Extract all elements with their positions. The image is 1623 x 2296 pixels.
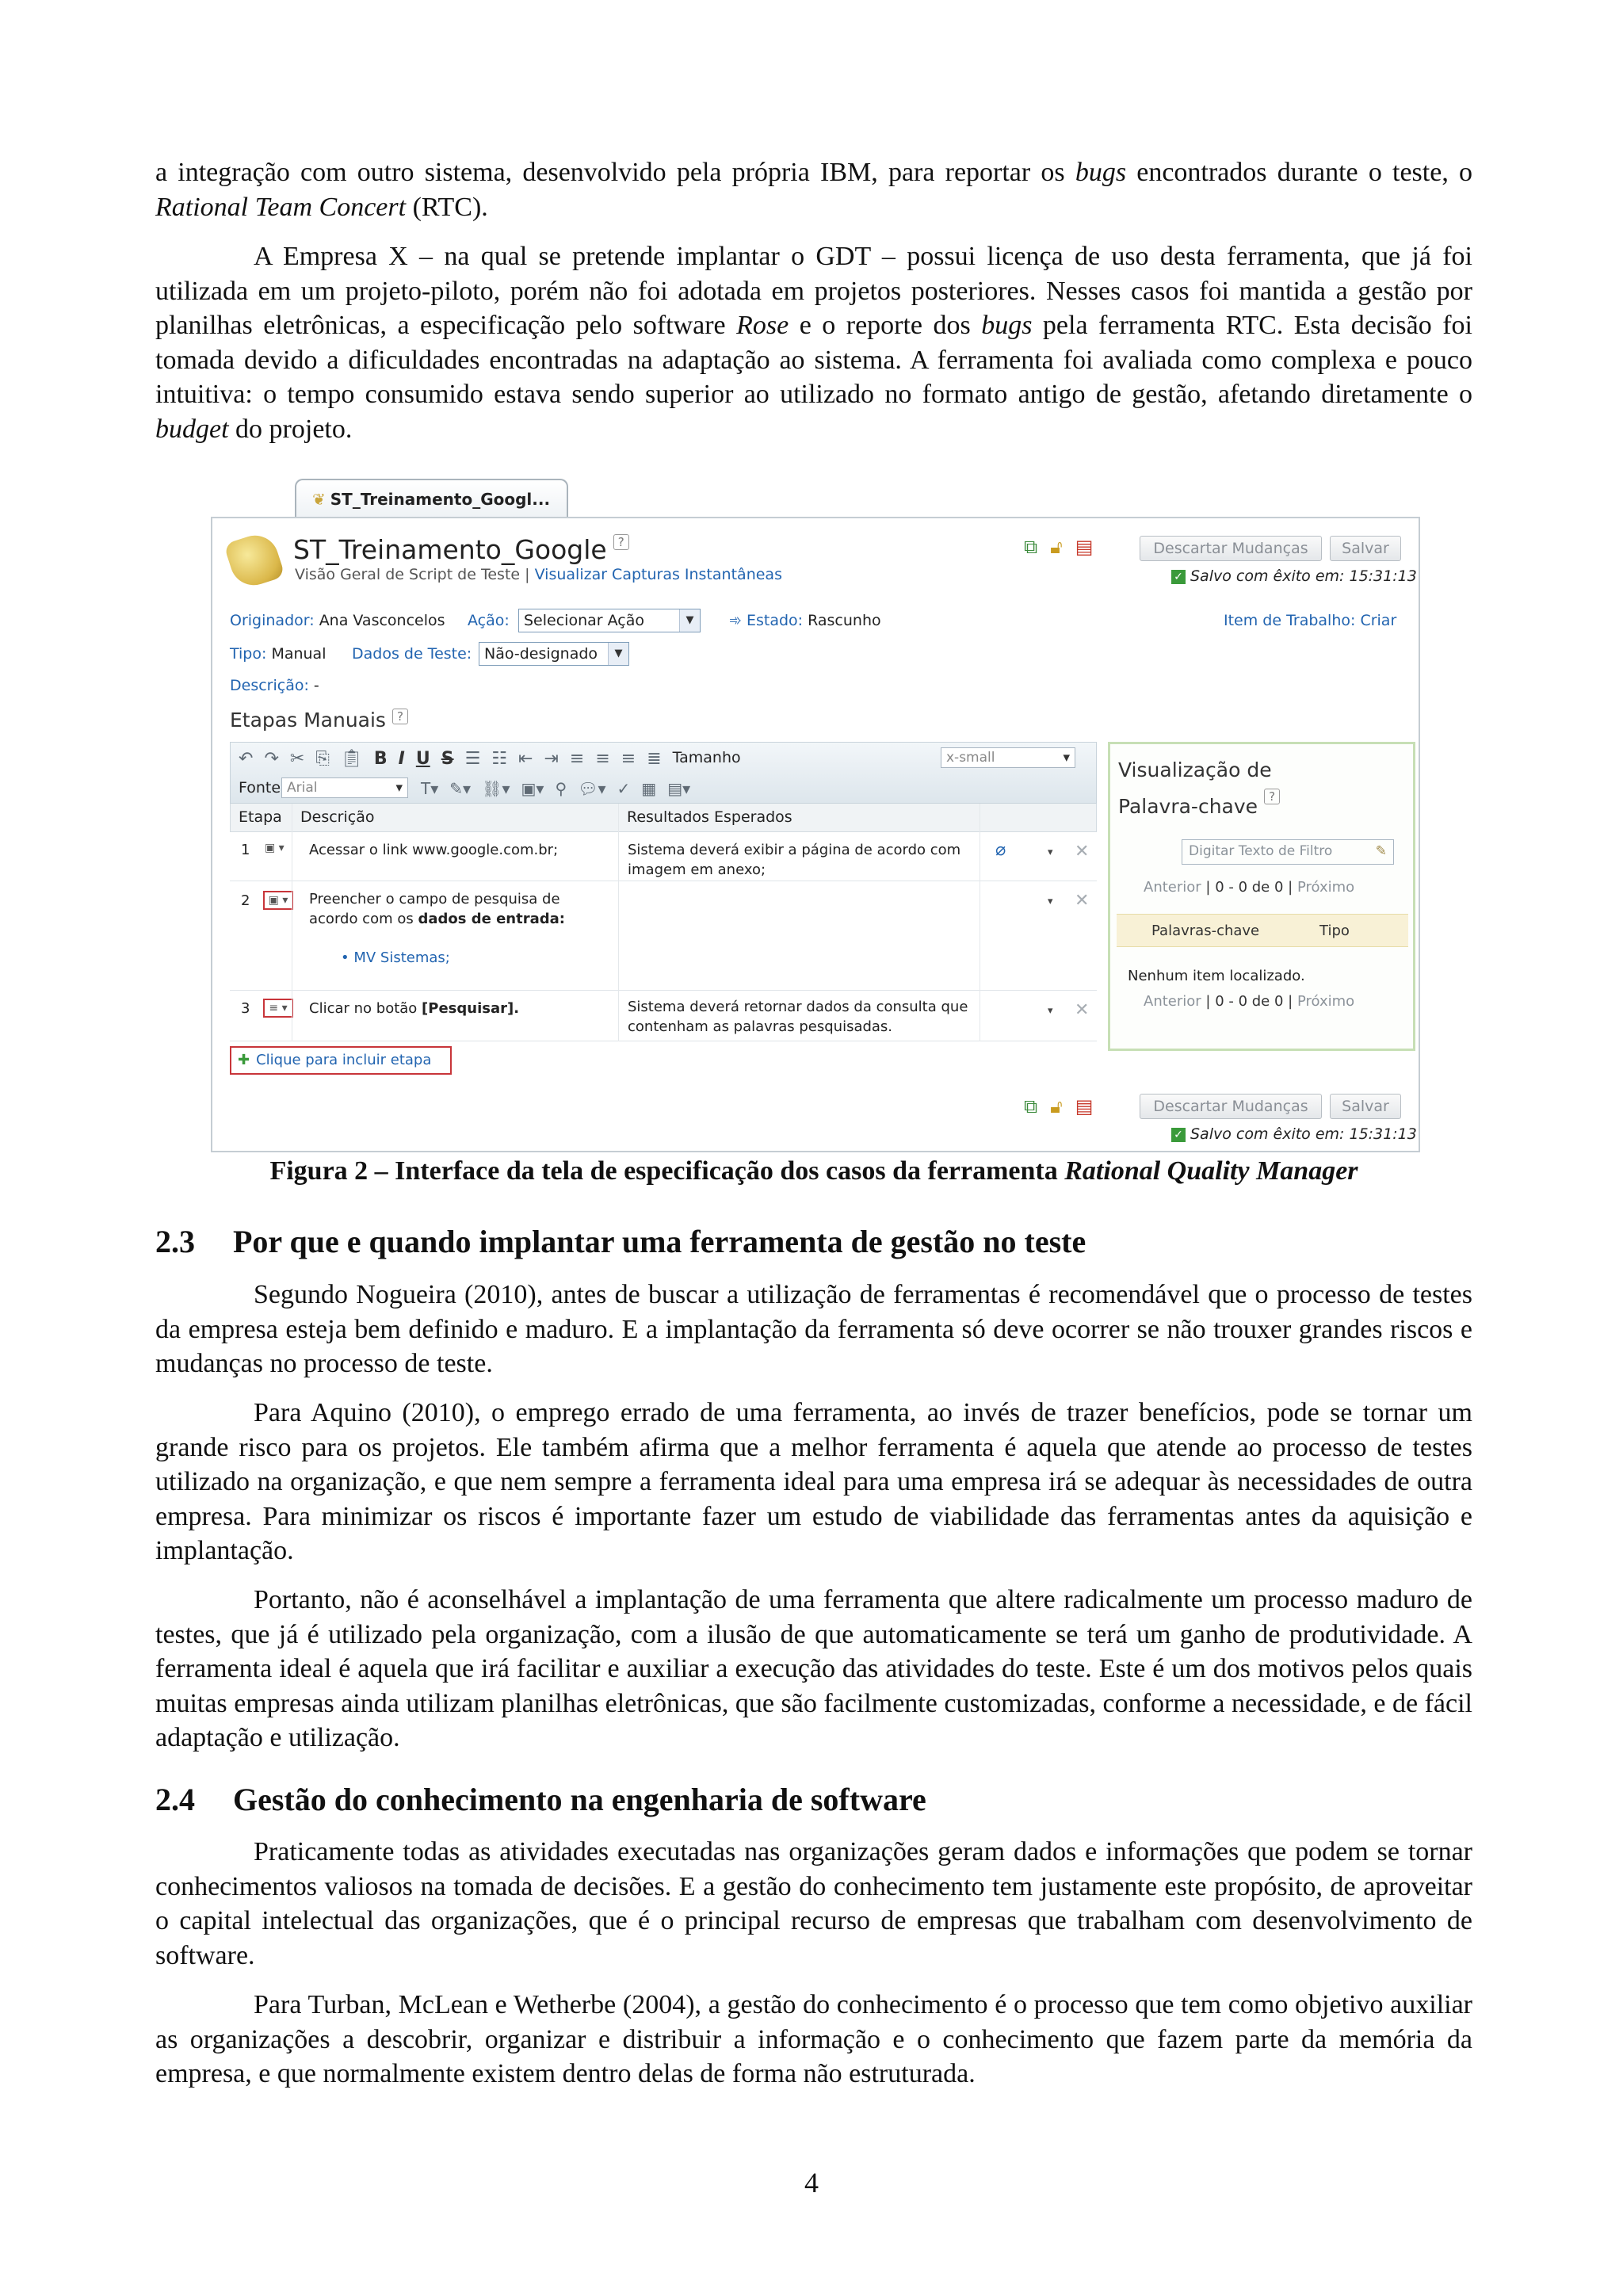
text-run: a integração com outro sistema, desenvolvido pela própria IBM, para reportar os — [155, 158, 1075, 187]
section-heading-2-4 — [155, 1781, 1472, 1818]
delete-icon[interactable]: ✕ — [1075, 1000, 1090, 1020]
link-icon[interactable]: ⛓▾ — [482, 779, 510, 798]
keyword-table-header — [1117, 914, 1408, 947]
checkmark-icon: ✓ — [1171, 570, 1186, 584]
step-description-text: Clicar no botão — [309, 1000, 422, 1017]
paragraph-7-text: Para Turban, McLean e Wetherbe (2004), a gestão do conhecimento é o processo que tem como objetivo auxiliar as organizações a descobrir, organizar e distribuir a informação e o conhecimento que fazem parte da memória da empresa, e que normalmente existem dentro delas de forma não estruturada. — [155, 1990, 1472, 2088]
paragraph-6-text: Praticamente todas as atividades executadas nas organizações geram dados e informações que podem se tornar conhecimentos valiosos na tomada de decisões. E a gestão do conhecimento tem justamente este propósito, de aproveitar o capital intelectual das organizações, que é o principal recurso de empresas que trabalham com desenvolvimento de software. — [155, 1837, 1472, 1970]
action-label — [468, 612, 510, 629]
paragraph-5 — [155, 1583, 1472, 1755]
steps-editor — [230, 742, 1097, 1075]
step-expected-result[interactable]: Sistema deverá exibir a página de acordo com imagem em anexo; — [628, 842, 961, 878]
step-number: 1 — [241, 842, 250, 858]
font-size-select[interactable] — [941, 747, 1075, 768]
test-data-select[interactable] — [479, 642, 629, 666]
section-heading-2-3 — [155, 1223, 1472, 1260]
step-bullet-text: MV Sistemas; — [353, 949, 450, 966]
keyword-panel-title-line2: Palavra-chave — [1118, 795, 1258, 818]
chevron-down-icon: ▾ — [395, 780, 403, 796]
scroll-icon — [223, 529, 285, 591]
italic-run: Rational Quality Manager — [1064, 1156, 1358, 1186]
saved-status-text: Salvo com êxito em: 15:31:13 — [1190, 567, 1417, 585]
pdf-icon[interactable]: ▤ — [1075, 536, 1094, 558]
section-number: 2.4 — [155, 1782, 195, 1817]
work-item-field — [1224, 612, 1396, 629]
originator-field — [230, 612, 445, 629]
lock-icon[interactable]: 🔓︎ — [1050, 536, 1063, 558]
text-run: A Empresa X – na qual se pretende implantar o GDT – possui licença de uso desta ferramenta, que já foi utilizada em um projeto-piloto, porém não foi adotada em projetos posteriores. Nesses casos foi mantida a gestão por planilhas eletrônicas, a especificação pelo software — [155, 242, 1472, 340]
text-run: (RTC). — [406, 192, 488, 222]
outdent-icon[interactable]: ⇤ — [518, 749, 533, 769]
description-field — [230, 677, 319, 694]
toolbar-row-2-tools — [421, 779, 690, 798]
text-run: e o reporte dos — [789, 311, 982, 340]
create-work-item-link[interactable]: Criar — [1360, 612, 1397, 629]
paragraph-4 — [155, 1396, 1472, 1568]
spellcheck-icon[interactable]: ✓ — [617, 779, 631, 798]
paragraph-1-text — [155, 155, 1472, 224]
paragraph-7 — [155, 1988, 1472, 2092]
script-tab[interactable] — [295, 479, 568, 518]
italic-run: budget — [155, 414, 229, 444]
keyword-filter-input[interactable] — [1182, 839, 1394, 865]
test-data-select-value: Não-designado — [484, 645, 598, 663]
section-title: Por que e quando implantar uma ferramenta de gestão no teste — [233, 1224, 1086, 1259]
scroll-tab-icon: ❦ — [312, 490, 326, 509]
underline-icon[interactable]: U — [415, 749, 430, 769]
align-right-icon[interactable]: ≡ — [621, 749, 636, 769]
view-snapshots-link[interactable]: Visualizar Capturas Instantâneas — [534, 566, 782, 583]
help-icon[interactable]: ? — [392, 709, 408, 724]
keyword-pager-bottom — [1144, 993, 1354, 1010]
col-expected-results: Resultados Esperados — [627, 808, 792, 826]
add-icon: ✚ — [238, 1052, 250, 1068]
discard-changes-button[interactable]: Descartar Mudanças — [1140, 1094, 1322, 1119]
description-label: Descrição: — [230, 677, 309, 694]
chevron-down-icon[interactable]: ▾ — [1048, 896, 1053, 907]
bottom-action-icons — [1024, 1095, 1093, 1117]
originator-value: Ana Vasconcelos — [319, 612, 445, 629]
bold-icon[interactable]: B — [373, 749, 388, 769]
paragraph-5-text: Portanto, não é aconselhável a implantação de uma ferramenta que altere radicalmente um processo maduro de testes, que já é utilizado pela organização, com a ilusão de que automaticamente se terá um ganho de produtividade. A ferramenta ideal é aquela que irá facilitar e auxiliar a execução das atividades do teste. Este é um dos motivos pelos quais muitas empresas ainda utilizam planilhas eletrônicas, que são facilmente customizadas, conforme a necessidade, e de fácil adaptação e utilização. — [155, 1585, 1472, 1752]
manual-steps-title-text: Etapas Manuais — [230, 709, 386, 732]
font-label: Fonte — [239, 779, 281, 797]
highlight-icon[interactable]: ✎▾ — [449, 779, 472, 798]
originator-label: Originador: — [230, 612, 315, 629]
text-color-icon[interactable]: T▾ — [421, 779, 439, 798]
step-row[interactable] — [230, 991, 1097, 1041]
paragraph-1 — [155, 155, 1472, 224]
keyword-panel-title-line1: Visualização de — [1118, 758, 1272, 781]
step-description-bold: [Pesquisar]. — [422, 1000, 520, 1017]
script-title — [293, 534, 629, 565]
paragraph-6 — [155, 1835, 1472, 1973]
step-description-text: Preencher o campo de pesquisa de acordo com os — [309, 891, 560, 927]
step-number: 2 — [241, 892, 250, 909]
chevron-down-icon: ▾ — [1063, 750, 1070, 766]
step-type-menu[interactable]: ▣ ▾ — [265, 842, 285, 854]
saved-status — [1171, 1125, 1417, 1143]
state-label: Estado: — [746, 612, 804, 629]
type-value: Manual — [271, 645, 327, 663]
lock-icon[interactable]: 🔓︎ — [1050, 1095, 1063, 1117]
keyword-preview-panel — [1108, 742, 1415, 1051]
add-step-button[interactable] — [230, 1046, 452, 1075]
subtitle-separator: | — [525, 566, 530, 583]
action-label-text: Ação: — [468, 612, 510, 629]
chevron-down-icon[interactable]: ▾ — [1048, 846, 1053, 858]
undo-icon[interactable]: ↶ — [239, 749, 254, 769]
italic-icon[interactable]: I — [398, 749, 405, 769]
paragraph-2-text — [155, 239, 1472, 446]
strikethrough-icon[interactable]: S — [441, 749, 454, 769]
discard-changes-button[interactable]: Descartar Mudanças — [1140, 536, 1322, 561]
script-editor-frame — [211, 517, 1420, 1152]
toolbar-row-2 — [239, 779, 281, 797]
step-description[interactable]: Acessar o link www.google.com.br; — [309, 842, 559, 858]
figure-caption — [155, 1156, 1472, 1186]
steps-grid-header — [230, 804, 1097, 832]
saved-status — [1171, 567, 1417, 585]
col-keywords[interactable]: Palavras-chave — [1151, 923, 1260, 939]
keyword-pager-top — [1144, 879, 1354, 896]
manual-steps-title — [230, 709, 408, 732]
step-type-menu[interactable]: ▣ ▾ — [263, 891, 293, 910]
step-expected-result[interactable]: Sistema deverá retornar dados da consulta que contenham as palavras pesquisadas. — [628, 999, 968, 1035]
test-data-label — [352, 645, 472, 663]
step-bullet-item: • MV Sistemas; — [341, 949, 450, 966]
step-row[interactable] — [230, 881, 1097, 991]
delete-icon[interactable]: ✕ — [1075, 891, 1090, 911]
delete-icon[interactable]: ✕ — [1075, 842, 1090, 861]
prev-page-link[interactable]: Anterior — [1144, 993, 1201, 1010]
italic-run: Rational Team Concert — [155, 192, 407, 222]
chevron-down-icon[interactable]: ▾ — [1048, 1005, 1053, 1017]
page-number: 4 — [804, 2167, 819, 2199]
bullet-list-icon[interactable]: ☷ — [491, 749, 508, 769]
rqm-screenshot-figure — [208, 479, 1425, 1152]
page-range: | 0 - 0 de 0 | — [1205, 993, 1293, 1010]
action-select-value: Selecionar Ação — [524, 612, 644, 629]
keyword-empty-message: Nenhum item localizado. — [1128, 968, 1305, 984]
arrow-right-icon: ➾ — [729, 612, 742, 629]
cut-icon[interactable]: ✂ — [289, 749, 305, 769]
work-item-label: Item de Trabalho: — [1224, 612, 1356, 629]
col-type[interactable]: Tipo — [1319, 923, 1350, 939]
toolbar-row-1 — [239, 749, 741, 769]
italic-run: bugs — [981, 311, 1033, 340]
keyword-filter-placeholder: Digitar Texto de Filtro — [1189, 843, 1333, 859]
save-button[interactable]: Salvar — [1330, 536, 1401, 561]
comment-icon[interactable]: 💬︎▾ — [578, 779, 606, 798]
step-description[interactable] — [309, 999, 610, 1018]
align-justify-icon[interactable]: ≣ — [647, 749, 662, 769]
attach-icon[interactable]: ⚲ — [555, 779, 567, 798]
copy-icon[interactable]: ⧉ — [1024, 1095, 1038, 1117]
indent-icon[interactable]: ⇥ — [544, 749, 559, 769]
chevron-down-icon: ▼ — [679, 609, 700, 632]
script-title-text: ST_Treinamento_Google — [293, 534, 607, 565]
script-subtitle — [295, 566, 782, 583]
next-page-link[interactable]: Próximo — [1296, 879, 1355, 896]
size-label: Tamanho — [672, 749, 741, 766]
font-family-select[interactable] — [281, 777, 408, 798]
step-description[interactable] — [309, 889, 610, 929]
chevron-down-icon: ▼ — [608, 643, 628, 665]
col-description: Descrição — [300, 808, 375, 826]
step-row[interactable] — [230, 832, 1097, 881]
step-number: 3 — [241, 1000, 250, 1017]
table-menu-icon[interactable]: ▤▾ — [667, 779, 691, 798]
description-value: - — [313, 677, 319, 694]
prev-page-link[interactable]: Anterior — [1144, 879, 1201, 896]
help-icon[interactable]: ? — [613, 534, 629, 550]
save-button[interactable]: Salvar — [1330, 1094, 1401, 1119]
pdf-icon[interactable]: ▤ — [1075, 1095, 1094, 1117]
section-number: 2.3 — [155, 1224, 195, 1259]
text-run: pela ferramenta RTC. Esta decisão foi tomada devido a dificuldades encontradas na adaptação ao sistema. A ferramenta foi avaliada como complexa e pouco intuitiva: o tempo consumido estava sendo superior ao utilizado no formato antigo de gestão, afetando diretamente o — [155, 311, 1472, 409]
next-page-link[interactable]: Próximo — [1296, 993, 1355, 1010]
editor-toolbar — [230, 742, 1097, 804]
add-step-label: Clique para incluir etapa — [256, 1052, 432, 1068]
subtitle-overview: Visão Geral de Script de Teste — [295, 566, 521, 583]
font-family-value: Arial — [287, 780, 318, 796]
test-data-label-text: Dados de Teste: — [352, 645, 472, 663]
text-run: do projeto. — [228, 414, 353, 444]
redo-icon[interactable]: ↷ — [264, 749, 279, 769]
table-icon[interactable]: ▦ — [641, 779, 657, 798]
copy-icon[interactable]: ⧉ — [1024, 536, 1038, 558]
top-action-icons — [1024, 536, 1093, 558]
numbered-list-icon[interactable]: ☰ — [464, 749, 481, 769]
action-select[interactable] — [518, 609, 701, 632]
paragraph-4-text: Para Aquino (2010), o emprego errado de uma ferramenta, ao invés de trazer benefícios, pode se tornar um grande risco para os projetos. Ele também afirma que a melhor ferramenta é aquela que atende ao processo de testes utilizado na organização, e que nem sempre a ferramenta ideal para uma empresa irá se adequar às necessidades de outra empresa. Para minimizar os riscos é importante fazer um estudo de viabilidade das ferramentas antes da aquisição e implantação. — [155, 1398, 1472, 1565]
step-type-menu[interactable]: ≡ ▾ — [263, 999, 293, 1018]
help-icon[interactable]: ? — [1264, 789, 1280, 804]
attachment-icon[interactable]: ⌀ — [995, 840, 1006, 860]
clear-filter-icon[interactable]: ✎ — [1375, 843, 1387, 859]
keyword-panel-title — [1118, 752, 1280, 825]
italic-run: bugs — [1075, 158, 1127, 187]
col-step: Etapa — [239, 808, 282, 826]
paragraph-3 — [155, 1278, 1472, 1381]
text-run: Figura 2 – Interface da tela de especificação dos casos da ferramenta — [269, 1156, 1065, 1186]
type-label: Tipo: — [230, 645, 267, 663]
font-size-value: x-small — [946, 750, 995, 766]
paste-icon[interactable]: 📋︎ — [340, 749, 363, 769]
align-center-icon[interactable]: ≡ — [595, 749, 610, 769]
page-range: | 0 - 0 de 0 | — [1205, 879, 1293, 896]
type-field — [230, 645, 326, 663]
checkmark-icon: ✓ — [1171, 1128, 1186, 1142]
step-description-bold: dados de entrada: — [418, 911, 565, 927]
section-title: Gestão do conhecimento na engenharia de software — [233, 1782, 926, 1817]
copy-icon[interactable]: ⎘ — [315, 749, 330, 769]
state-value: Rascunho — [808, 612, 881, 629]
image-icon[interactable]: ▣▾ — [521, 779, 544, 798]
column-divider — [618, 804, 619, 1041]
align-left-icon[interactable]: ≡ — [569, 749, 585, 769]
text-run: encontrados durante o teste, o — [1126, 158, 1473, 187]
paragraph-3-text: Segundo Nogueira (2010), antes de buscar a utilização de ferramentas é recomendável que o processo de testes da empresa esteja bem definido e maduro. E a implantação da ferramenta só deve ocorrer se não trouxer grandes riscos e mudanças no processo de teste. — [155, 1280, 1472, 1378]
saved-status-text: Salvo com êxito em: 15:31:13 — [1190, 1125, 1417, 1143]
state-field — [729, 612, 881, 629]
paragraph-2 — [155, 239, 1472, 446]
italic-run: Rose — [736, 311, 789, 340]
tab-label: ST_Treinamento_Googl... — [330, 490, 551, 509]
